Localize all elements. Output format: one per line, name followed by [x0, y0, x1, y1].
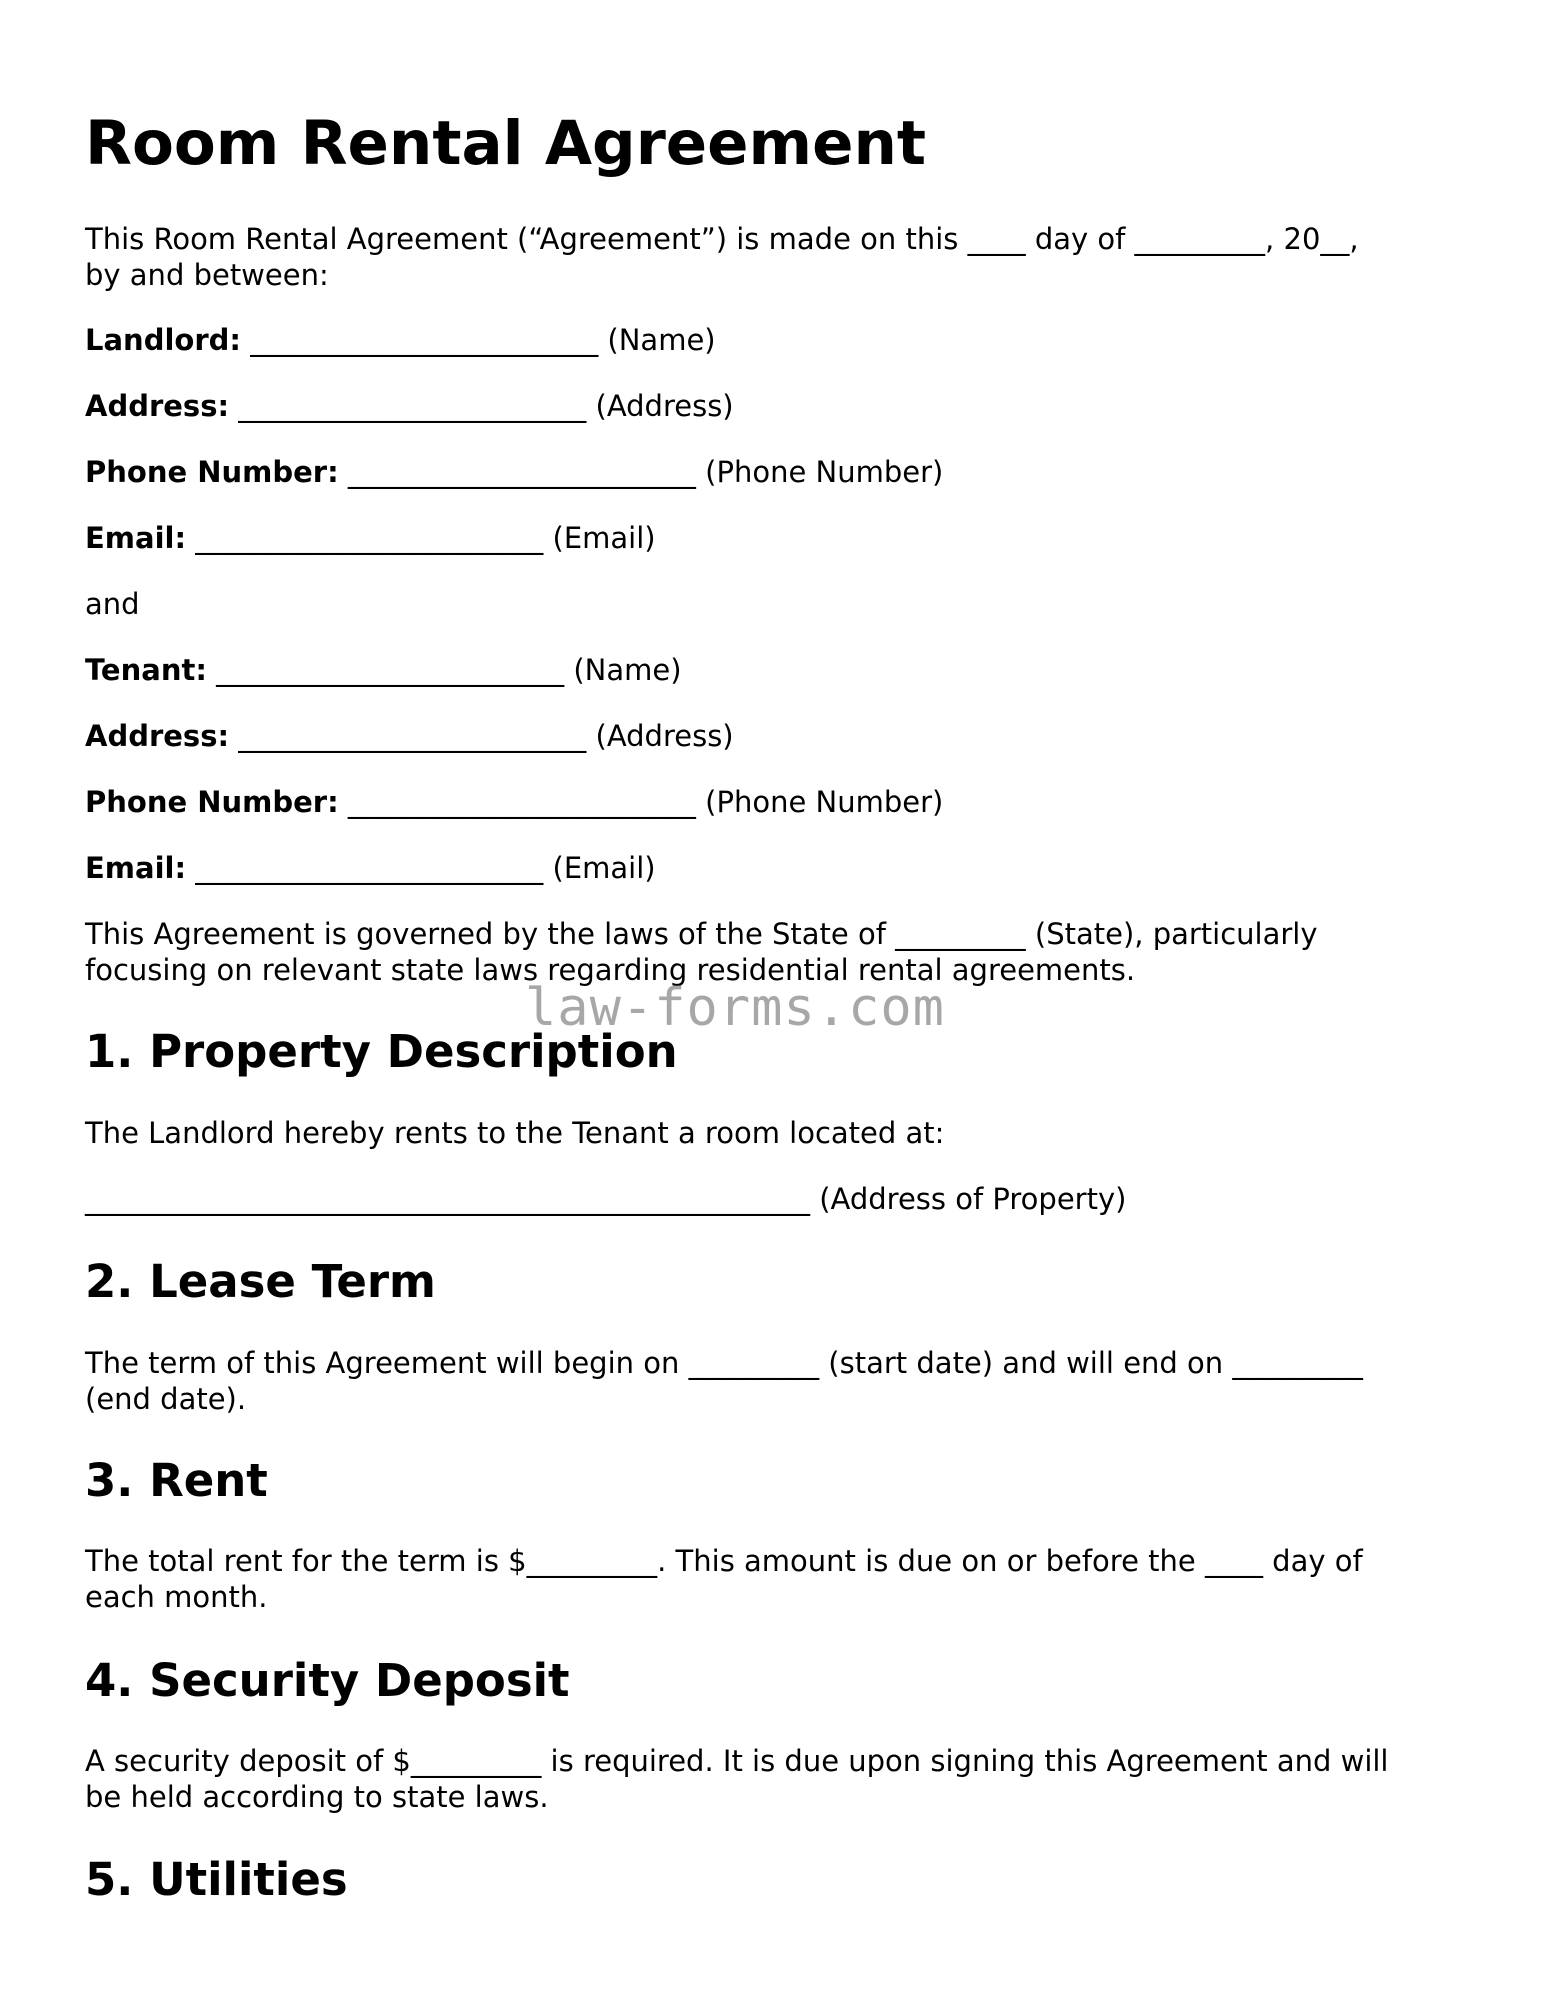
section-text: The total rent for the term is $_________. This amount is due on or before the ____ day of: [85, 1544, 1363, 1578]
and-text: and: [85, 587, 140, 621]
section-text: each month.: [85, 1580, 268, 1614]
fill-in-blank: ________________________: [250, 323, 599, 357]
section-text: __________________________________________________ (Address of Property): [85, 1182, 1127, 1216]
fill-in-blank: ________________________: [347, 785, 696, 819]
fill-in-blank: ________________________: [238, 719, 587, 753]
section-text: be held according to state laws.: [85, 1780, 549, 1814]
field-hint: (Email): [552, 851, 656, 885]
section-heading-rent: 3. Rent: [85, 1454, 268, 1507]
document-title: Room Rental Agreement: [85, 108, 927, 179]
landlord-email-line: [85, 520, 656, 557]
field-hint: (Address): [595, 389, 734, 423]
field-label: Tenant:: [85, 653, 207, 687]
tenant-name-line: [85, 652, 682, 689]
field-label: Address:: [85, 719, 230, 753]
section-heading-property: 1. Property Description: [85, 1025, 678, 1078]
field-label: Email:: [85, 521, 187, 555]
section-heading-security-deposit: 4. Security Deposit: [85, 1654, 570, 1707]
field-hint: (Name): [573, 653, 682, 687]
fill-in-blank: ________________________: [195, 851, 544, 885]
section-heading-utilities: 5. Utilities: [85, 1853, 348, 1906]
landlord-address-line: [85, 388, 734, 425]
tenant-phone-line: [85, 784, 943, 821]
field-hint: (Address): [595, 719, 734, 753]
governing-line-2: focusing on relevant state laws regarding residential rental agreements.: [85, 953, 1136, 987]
section-text: A security deposit of $_________ is required. It is due upon signing this Agreement and will: [85, 1744, 1389, 1778]
field-hint: (Email): [552, 521, 656, 555]
intro-line-1: This Room Rental Agreement (“Agreement”) is made on this ____ day of _________, 20__,: [85, 222, 1359, 256]
field-label: Address:: [85, 389, 230, 423]
section-text: The term of this Agreement will begin on _________ (start date) and will end on _________: [85, 1346, 1363, 1380]
field-label: Landlord:: [85, 323, 241, 357]
intro-line-2: by and between:: [85, 258, 329, 292]
landlord-name-line: [85, 322, 716, 359]
field-label: Phone Number:: [85, 785, 339, 819]
field-label: Email:: [85, 851, 187, 885]
section-text: The Landlord hereby rents to the Tenant a room located at:: [85, 1116, 945, 1150]
fill-in-blank: ________________________: [216, 653, 565, 687]
fill-in-blank: ________________________: [195, 521, 544, 555]
field-hint: (Name): [607, 323, 716, 357]
section-text: (end date).: [85, 1382, 247, 1416]
governing-line-1: This Agreement is governed by the laws of the State of _________ (State), particularly: [85, 917, 1318, 951]
tenant-email-line: [85, 850, 656, 887]
field-hint: (Phone Number): [705, 455, 944, 489]
fill-in-blank: ________________________: [238, 389, 587, 423]
section-heading-lease-term: 2. Lease Term: [85, 1255, 436, 1308]
watermark-text: law-forms.com: [525, 978, 945, 1038]
field-hint: (Phone Number): [705, 785, 944, 819]
tenant-address-line: [85, 718, 734, 755]
fill-in-blank: ________________________: [347, 455, 696, 489]
field-label: Phone Number:: [85, 455, 339, 489]
landlord-phone-line: [85, 454, 943, 491]
